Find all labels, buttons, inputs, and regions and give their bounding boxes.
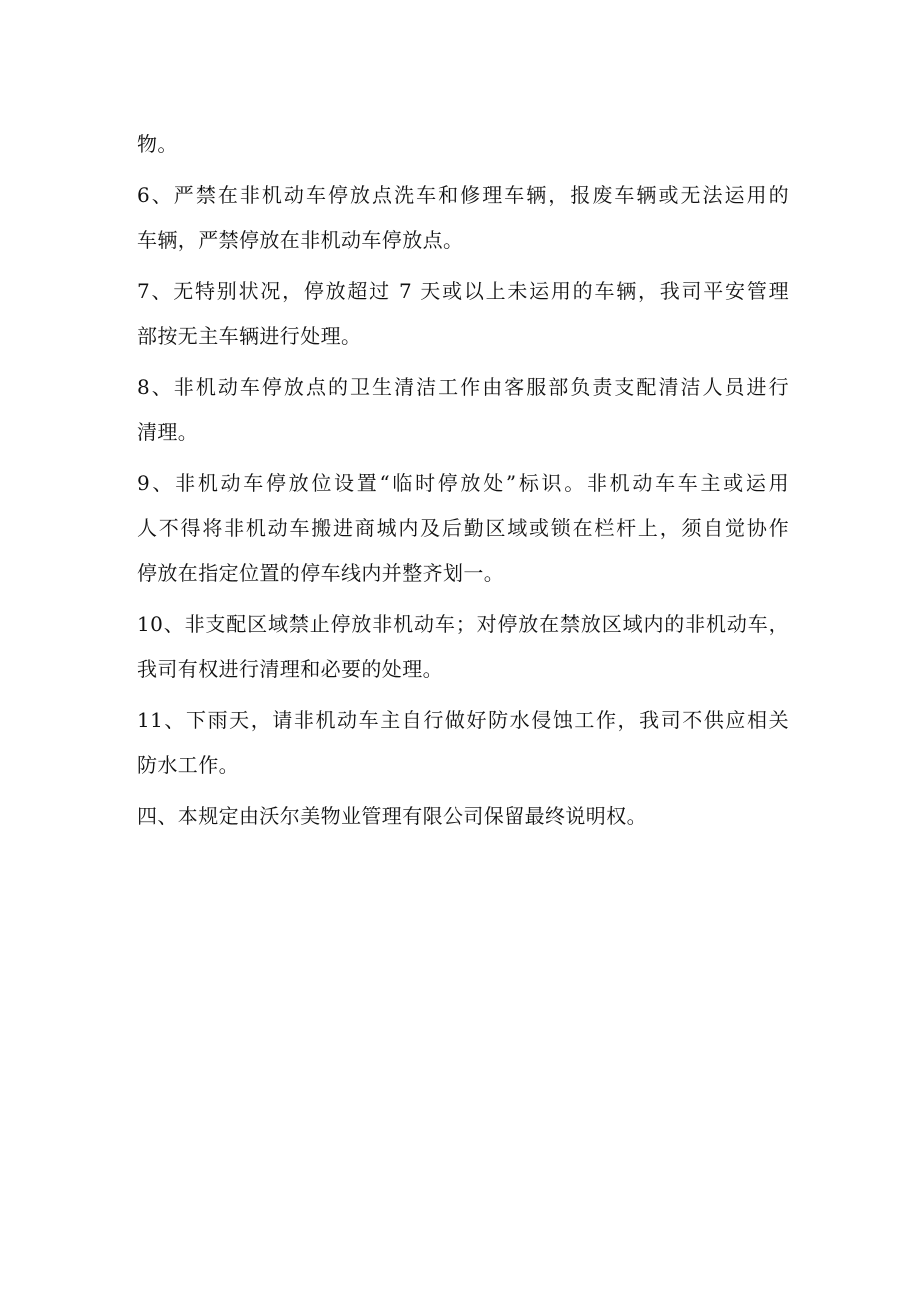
text-line: 物。 <box>137 132 178 156</box>
text-line: 清理。 <box>137 420 199 444</box>
text-line: 我司有权进行清理和必要的处理。 <box>137 657 443 681</box>
paragraph-rule-10 <box>137 602 789 692</box>
text-line: 防水工作。 <box>137 753 239 777</box>
paragraph-section-4 <box>137 794 789 839</box>
text-line: 6、严禁在非机动车停放点洗车和修理车辆，报废车辆或无法运用的 <box>137 183 789 207</box>
document-body <box>137 122 789 845</box>
paragraph-rule-6 <box>137 173 789 263</box>
paragraph-rule-11 <box>137 698 789 788</box>
text-line: 11、下雨天，请非机动车主自行做好防水侵蚀工作，我司不供应相关 <box>137 708 789 732</box>
paragraph-continuation <box>137 122 789 167</box>
paragraph-rule-8 <box>137 365 789 455</box>
text-line: 10、非支配区域禁止停放非机动车；对停放在禁放区域内的非机动车， <box>137 612 789 636</box>
text-line: 四、本规定由沃尔美物业管理有限公司保留最终说明权。 <box>137 804 647 828</box>
text-line: 9、非机动车停放位设置“临时停放处”标识。非机动车车主或运用 <box>137 471 789 495</box>
text-line: 8、非机动车停放点的卫生清洁工作由客服部负责支配清洁人员进行 <box>137 375 789 399</box>
text-line: 7、无特别状况，停放超过 7 天或以上未运用的车辆，我司平安管理 <box>137 279 789 303</box>
paragraph-rule-9 <box>137 461 789 596</box>
text-line: 部按无主车辆进行处理。 <box>137 324 362 348</box>
text-line: 停放在指定位置的停车线内并整齐划一。 <box>137 561 505 585</box>
text-line: 人不得将非机动车搬进商城内及后勤区域或锁在栏杆上，须自觉协作 <box>137 516 789 540</box>
paragraph-rule-7 <box>137 269 789 359</box>
text-line: 车辆，严禁停放在非机动车停放点。 <box>137 228 464 252</box>
